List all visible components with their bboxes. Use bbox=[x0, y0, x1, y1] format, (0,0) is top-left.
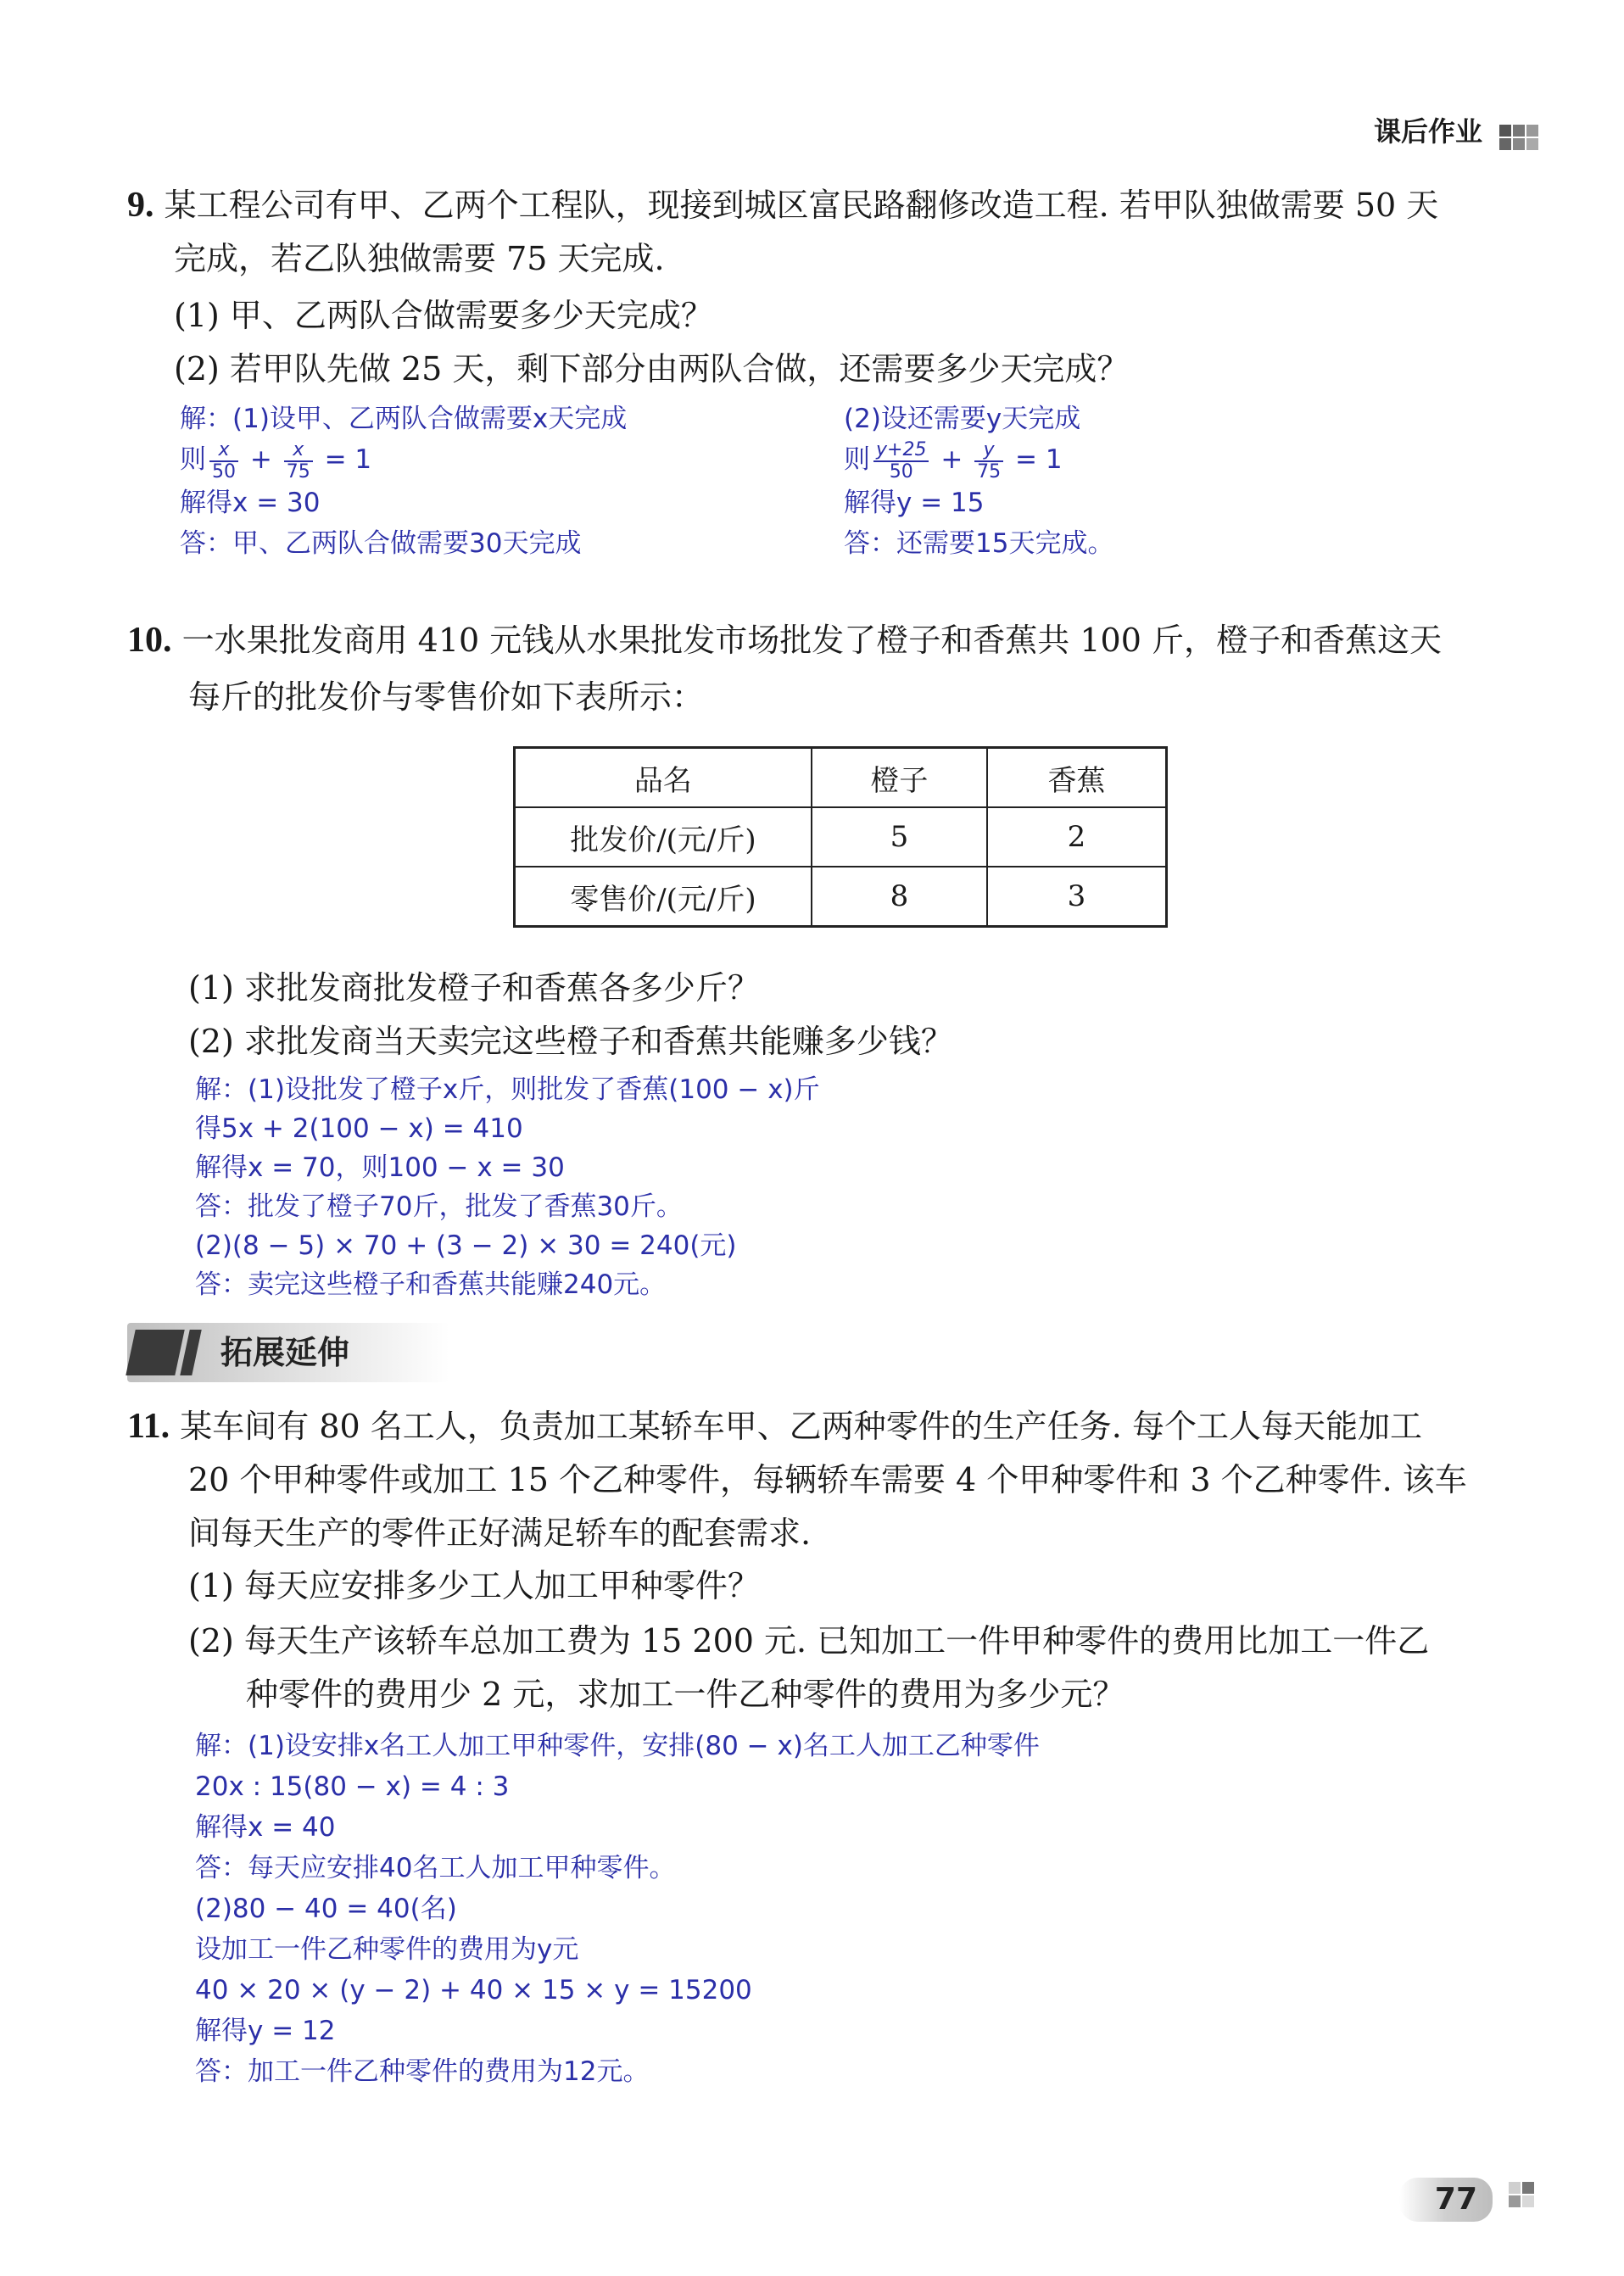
table-header-cell: 品名 bbox=[515, 748, 812, 808]
table-header-cell: 橙子 bbox=[812, 748, 987, 808]
question-10-line1: 10. 一水果批发商用 410 元钱从水果批发市场批发了橙子和香蕉共 100 斤，橙子和香蕉这天 bbox=[127, 621, 1442, 660]
table-cell: 2 bbox=[987, 807, 1167, 867]
page-number-badge bbox=[1399, 2178, 1493, 2222]
footer-squares-icon bbox=[1508, 2181, 1545, 2208]
section-title: 拓展延伸 bbox=[220, 1334, 350, 1371]
question-11-line2: 20 个甲种零件或加工 15 个乙种零件，每辆轿车需要 4 个甲种零件和 3 个乙种零件. 该车 bbox=[188, 1461, 1467, 1498]
equation: 则 $\frac{x}{50}$ + $\frac{x}{75}$ = 1 bbox=[180, 438, 372, 483]
question-9-sub1: (1) 甲、乙两队合做需要多少天完成？ bbox=[174, 297, 713, 334]
table-row bbox=[515, 807, 1167, 867]
question-9-answer-right: (2)设还需要y天完成 则 $\frac{y+25}{50}$ + $\frac{y}{75}$ = 1 解得y = 15 答：还需要15天完成。 bbox=[844, 404, 1114, 559]
question-9-answer-left: 解：(1)设甲、乙两队合做需要x天完成 则 $\frac{x}{50}$ + $\frac{x}{75}$ = 1 解得x = 30 答：甲、乙两队合做需要30天完成 bbox=[180, 404, 628, 559]
question-10-line2: 每斤的批发价与零售价如下表所示： bbox=[188, 678, 705, 716]
page-header bbox=[1374, 110, 1549, 151]
question-11-sub2a: (2) 每天生产该轿车总加工费为 15 200 元. 已知加工一件甲种零件的费用比加工一件乙 bbox=[188, 1622, 1430, 1660]
question-11-answer: 解：(1)设安排x名工人加工甲种零件，安排(80 − x)名工人加工乙种零件 20x : 15(80 − x) = 4 : 3 解得x = 40 答：每天应安排40名工人加工甲种零件。 (2)80 − 40 = 40(名) 设加工一件乙种零件的费用为y元 40 × 20 × (y − 2) + 40 × 15 × y = 15200 解得y = 12 答：加工一件乙种零件的费用为12元。 bbox=[195, 1731, 1040, 2087]
table-cell: 零售价/(元/斤) bbox=[515, 867, 812, 927]
table-cell: 批发价/(元/斤) bbox=[515, 807, 812, 867]
page-number: 77 bbox=[1434, 2182, 1477, 2217]
section-icon-bar bbox=[180, 1330, 201, 1375]
question-10-sub1: (1) 求批发商批发橙子和香蕉各多少斤？ bbox=[188, 969, 760, 1007]
section-banner bbox=[127, 1323, 449, 1382]
table-cell: 8 bbox=[812, 867, 987, 927]
question-10-sub2: (2) 求批发商当天卖完这些橙子和香蕉共能赚多少钱？ bbox=[188, 1023, 953, 1060]
header-title: 课后作业 bbox=[1374, 115, 1483, 148]
section-icon bbox=[126, 1330, 184, 1375]
table-row bbox=[515, 867, 1167, 927]
table-header-cell: 香蕉 bbox=[987, 748, 1167, 808]
question-11-line3: 间每天生产的零件正好满足轿车的配套需求. bbox=[188, 1515, 812, 1552]
table-header-row bbox=[515, 748, 1167, 808]
question-11-sub2b: 种零件的费用少 2 元，求加工一件乙种零件的费用为多少元？ bbox=[246, 1676, 1125, 1713]
price-table bbox=[513, 746, 1168, 928]
table-cell: 5 bbox=[812, 807, 987, 867]
equation: 则 $\frac{y+25}{50}$ + $\frac{y}{75}$ = 1 bbox=[844, 438, 1063, 483]
question-number: 10. bbox=[127, 621, 172, 660]
question-11-line1: 11. 某车间有 80 名工人，负责加工某轿车甲、乙两种零件的生产任务. 每个工人每天能加工 bbox=[127, 1407, 1422, 1446]
table-cell: 3 bbox=[987, 867, 1167, 927]
question-9-sub2: (2) 若甲队先做 25 天，剩下部分由两队合做，还需要多少天完成？ bbox=[174, 350, 1130, 388]
question-11-sub1: (1) 每天应安排多少工人加工甲种零件？ bbox=[188, 1567, 760, 1604]
question-number: 9. bbox=[127, 186, 154, 225]
question-9-line2: 完成，若乙队独做需要 75 天完成. bbox=[174, 240, 665, 277]
question-number: 11. bbox=[127, 1407, 170, 1446]
question-9-line1: 9. 某工程公司有甲、乙两个工程队，现接到城区富民路翻修改造工程. 若甲队独做需要 50 天 bbox=[127, 186, 1439, 225]
header-squares-icon bbox=[1498, 124, 1549, 151]
question-10-answer: 解：(1)设批发了橙子x斤，则批发了香蕉(100 − x)斤 得5x + 2(100 − x) = 410 解得x = 70，则100 − x = 30 答：批发了橙子70斤，批发了香蕉30斤。 (2)(8 − 5) × 70 + (3 − 2) × 30 = 240(元) 答：卖完这些橙子和香蕉共能赚240元。 bbox=[195, 1074, 820, 1300]
